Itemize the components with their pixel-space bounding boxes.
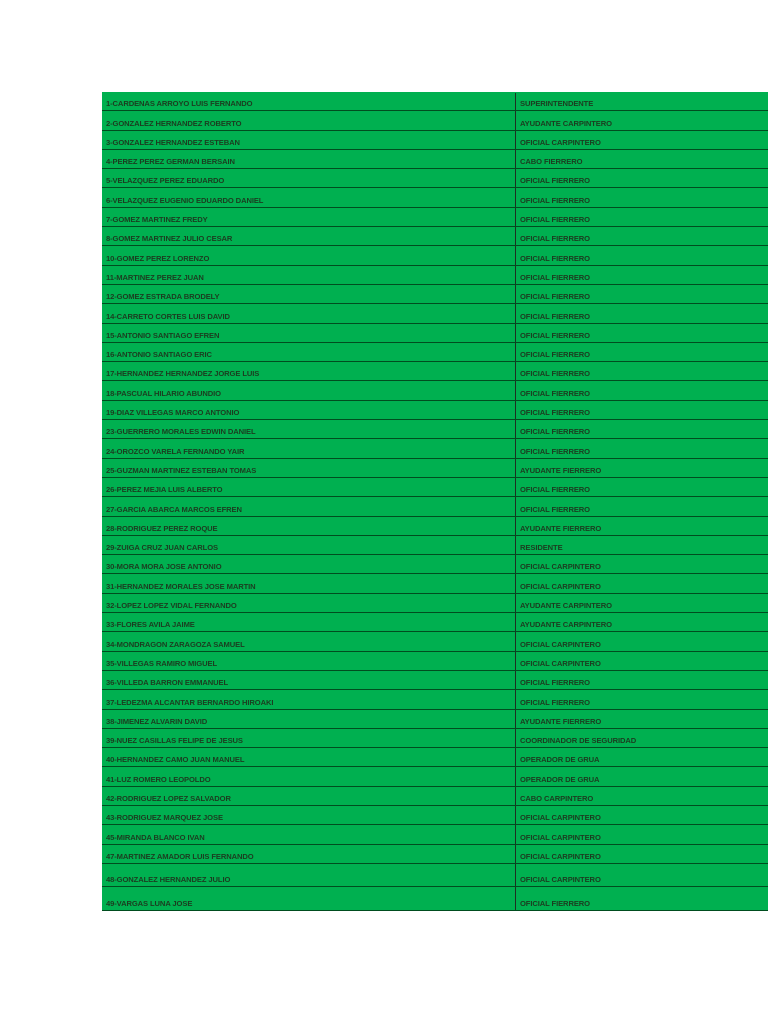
worker-name-cell[interactable]: 32-LOPEZ LOPEZ VIDAL FERNANDO bbox=[102, 594, 516, 612]
worker-role-cell[interactable]: OFICIAL FIERRERO bbox=[520, 388, 590, 398]
worker-role-cell[interactable]: OFICIAL CARPINTERO bbox=[520, 137, 601, 147]
table-row bbox=[102, 246, 768, 265]
worker-role-cell[interactable]: OFICIAL CARPINTERO bbox=[520, 832, 601, 842]
worker-name-cell[interactable]: 31-HERNANDEZ MORALES JOSE MARTIN bbox=[102, 574, 516, 592]
worker-role-cell[interactable]: OFICIAL CARPINTERO bbox=[520, 875, 601, 885]
table-row bbox=[102, 671, 768, 690]
worker-name-cell[interactable]: 19-DIAZ VILLEGAS MARCO ANTONIO bbox=[102, 401, 516, 419]
worker-name-cell[interactable]: 4-PEREZ PEREZ GERMAN BERSAIN bbox=[102, 150, 516, 168]
worker-role-cell[interactable]: OFICIAL FIERRERO bbox=[520, 504, 590, 514]
worker-name-cell[interactable]: 34-MONDRAGON ZARAGOZA SAMUEL bbox=[102, 632, 516, 650]
worker-name-cell[interactable]: 25-GUZMAN MARTINEZ ESTEBAN TOMAS bbox=[102, 459, 516, 477]
worker-name-cell[interactable]: 49-VARGAS LUNA JOSE bbox=[102, 887, 516, 910]
table-row bbox=[102, 497, 768, 516]
table-row bbox=[102, 787, 768, 806]
worker-name-cell[interactable]: 15-ANTONIO SANTIAGO EFREN bbox=[102, 324, 516, 342]
table-row bbox=[102, 806, 768, 825]
table-row bbox=[102, 478, 768, 497]
worker-name-cell[interactable]: 42-RODRIGUEZ LOPEZ SALVADOR bbox=[102, 787, 516, 805]
table-row bbox=[102, 729, 768, 748]
worker-name-cell[interactable]: 28-RODRIGUEZ PEREZ ROQUE bbox=[102, 517, 516, 535]
table-row bbox=[102, 845, 768, 864]
worker-role-cell[interactable]: OFICIAL FIERRERO bbox=[520, 898, 590, 908]
table-row bbox=[102, 864, 768, 888]
table-row bbox=[102, 690, 768, 709]
table-row bbox=[102, 825, 768, 844]
table-row bbox=[102, 536, 768, 555]
table-row bbox=[102, 632, 768, 651]
worker-role-cell[interactable]: AYUDANTE FIERRERO bbox=[520, 716, 602, 726]
worker-name-cell[interactable]: 2-GONZALEZ HERNANDEZ ROBERTO bbox=[102, 111, 516, 129]
table-row bbox=[102, 574, 768, 593]
worker-role-cell[interactable]: OFICIAL CARPINTERO bbox=[520, 581, 601, 591]
worker-role-cell[interactable]: OFICIAL CARPINTERO bbox=[520, 813, 601, 823]
table-row bbox=[102, 324, 768, 343]
table-row bbox=[102, 767, 768, 786]
table-row bbox=[102, 169, 768, 188]
worker-role-cell[interactable]: AYUDANTE FIERRERO bbox=[520, 465, 602, 475]
table-row bbox=[102, 92, 768, 111]
worker-role-cell[interactable]: RESIDENTE bbox=[520, 543, 563, 553]
worker-name-cell[interactable]: 11-MARTINEZ PEREZ JUAN bbox=[102, 266, 516, 284]
worker-role-cell[interactable]: OFICIAL FIERRERO bbox=[520, 350, 590, 360]
worker-role-cell[interactable]: AYUDANTE CARPINTERO bbox=[520, 620, 612, 630]
worker-role-cell[interactable]: OFICIAL CARPINTERO bbox=[520, 639, 601, 649]
table-row bbox=[102, 439, 768, 458]
worker-role-cell[interactable]: OFICIAL FIERRERO bbox=[520, 427, 590, 437]
table-row bbox=[102, 266, 768, 285]
worker-name-cell[interactable]: 24-OROZCO VARELA FERNANDO YAIR bbox=[102, 439, 516, 457]
table-row bbox=[102, 555, 768, 574]
table-row bbox=[102, 381, 768, 400]
table-row bbox=[102, 459, 768, 478]
table-row bbox=[102, 131, 768, 150]
worker-name-cell[interactable]: 14-CARRETO CORTES LUIS DAVID bbox=[102, 304, 516, 322]
worker-role-cell[interactable]: OFICIAL FIERRERO bbox=[520, 195, 590, 205]
worker-role-cell[interactable]: OFICIAL FIERRERO bbox=[520, 272, 590, 282]
worker-role-cell[interactable]: OFICIAL FIERRERO bbox=[520, 292, 590, 302]
worker-name-cell[interactable]: 36-VILLEDA BARRON EMMANUEL bbox=[102, 671, 516, 689]
worker-role-cell[interactable]: OFICIAL FIERRERO bbox=[520, 330, 590, 340]
worker-role-cell[interactable]: OFICIAL FIERRERO bbox=[520, 697, 590, 707]
table-row bbox=[102, 401, 768, 420]
worker-name-cell[interactable]: 3-GONZALEZ HERNANDEZ ESTEBAN bbox=[102, 131, 516, 149]
worker-name-cell[interactable]: 39-NUEZ CASILLAS FELIPE DE JESUS bbox=[102, 729, 516, 747]
worker-role-cell[interactable]: OFICIAL FIERRERO bbox=[520, 369, 590, 379]
worker-name-cell[interactable]: 23-GUERRERO MORALES EDWIN DANIEL bbox=[102, 420, 516, 438]
worker-name-cell[interactable]: 6-VELAZQUEZ EUGENIO EDUARDO DANIEL bbox=[102, 188, 516, 206]
worker-name-cell[interactable]: 41-LUZ ROMERO LEOPOLDO bbox=[102, 767, 516, 785]
table-row bbox=[102, 343, 768, 362]
worker-name-cell[interactable]: 45-MIRANDA BLANCO IVAN bbox=[102, 825, 516, 843]
worker-role-cell[interactable]: OPERADOR DE GRUA bbox=[520, 774, 600, 784]
worker-name-cell[interactable]: 29-ZUIGA CRUZ JUAN CARLOS bbox=[102, 536, 516, 554]
worker-name-cell[interactable]: 18-PASCUAL HILARIO ABUNDIO bbox=[102, 381, 516, 399]
roster-table bbox=[102, 92, 768, 911]
table-row bbox=[102, 362, 768, 381]
table-row bbox=[102, 420, 768, 439]
table-row bbox=[102, 208, 768, 227]
worker-role-cell[interactable]: OFICIAL FIERRERO bbox=[520, 176, 590, 186]
worker-name-cell[interactable]: 27-GARCIA ABARCA MARCOS EFREN bbox=[102, 497, 516, 515]
worker-name-cell[interactable]: 16-ANTONIO SANTIAGO ERIC bbox=[102, 343, 516, 361]
worker-role-cell[interactable]: COORDINADOR DE SEGURIDAD bbox=[520, 736, 637, 746]
worker-role-cell[interactable]: OFICIAL FIERRERO bbox=[520, 408, 590, 418]
worker-name-cell[interactable]: 40-HERNANDEZ CAMO JUAN MANUEL bbox=[102, 748, 516, 766]
worker-role-cell[interactable]: OFICIAL FIERRERO bbox=[520, 446, 590, 456]
worker-name-cell[interactable]: 1-CARDENAS ARROYO LUIS FERNANDO bbox=[102, 93, 516, 110]
table-row bbox=[102, 613, 768, 632]
table-row bbox=[102, 188, 768, 207]
worker-name-cell[interactable]: 7-GOMEZ MARTINEZ FREDY bbox=[102, 208, 516, 226]
worker-role-cell[interactable]: AYUDANTE CARPINTERO bbox=[520, 118, 612, 128]
table-row bbox=[102, 710, 768, 729]
worker-role-cell[interactable]: OFICIAL CARPINTERO bbox=[520, 851, 601, 861]
worker-role-cell[interactable]: OFICIAL FIERRERO bbox=[520, 678, 590, 688]
worker-name-cell[interactable]: 47-MARTINEZ AMADOR LUIS FERNANDO bbox=[102, 845, 516, 863]
table-row bbox=[102, 594, 768, 613]
worker-role-cell[interactable]: OFICIAL FIERRERO bbox=[520, 253, 590, 263]
worker-name-cell[interactable]: 43-RODRIGUEZ MARQUEZ JOSE bbox=[102, 806, 516, 824]
table-row bbox=[102, 150, 768, 169]
worker-role-cell[interactable]: CABO FIERRERO bbox=[520, 157, 583, 167]
worker-name-cell[interactable]: 48-GONZALEZ HERNANDEZ JULIO bbox=[102, 864, 516, 887]
worker-role-cell[interactable]: OFICIAL FIERRERO bbox=[520, 485, 590, 495]
worker-role-cell[interactable]: OPERADOR DE GRUA bbox=[520, 755, 600, 765]
worker-name-cell[interactable]: 8-GOMEZ MARTINEZ JULIO CESAR bbox=[102, 227, 516, 245]
worker-name-cell[interactable]: 5-VELAZQUEZ PEREZ EDUARDO bbox=[102, 169, 516, 187]
worker-role-cell[interactable]: SUPERINTENDENTE bbox=[520, 99, 594, 109]
table-row bbox=[102, 304, 768, 323]
worker-role-cell[interactable]: AYUDANTE FIERRERO bbox=[520, 523, 602, 533]
table-row bbox=[102, 111, 768, 130]
worker-role-cell[interactable]: OFICIAL FIERRERO bbox=[520, 215, 590, 225]
worker-role-cell[interactable]: OFICIAL FIERRERO bbox=[520, 234, 590, 244]
table-row bbox=[102, 887, 768, 911]
worker-name-cell[interactable]: 35-VILLEGAS RAMIRO MIGUEL bbox=[102, 652, 516, 670]
worker-name-cell[interactable]: 33-FLORES AVILA JAIME bbox=[102, 613, 516, 631]
table-row bbox=[102, 227, 768, 246]
table-row bbox=[102, 517, 768, 536]
worker-name-cell[interactable]: 38-JIMENEZ ALVARIN DAVID bbox=[102, 710, 516, 728]
worker-name-cell[interactable]: 10-GOMEZ PEREZ LORENZO bbox=[102, 246, 516, 264]
worker-role-cell[interactable]: OFICIAL CARPINTERO bbox=[520, 658, 601, 668]
worker-name-cell[interactable]: 26-PEREZ MEJIA LUIS ALBERTO bbox=[102, 478, 516, 496]
worker-name-cell[interactable]: 30-MORA MORA JOSE ANTONIO bbox=[102, 555, 516, 573]
table-row bbox=[102, 652, 768, 671]
worker-name-cell[interactable]: 37-LEDEZMA ALCANTAR BERNARDO HIROAKI bbox=[102, 690, 516, 708]
worker-name-cell[interactable]: 12-GOMEZ ESTRADA BRODELY bbox=[102, 285, 516, 303]
worker-role-cell[interactable]: AYUDANTE CARPINTERO bbox=[520, 601, 612, 611]
table-row bbox=[102, 285, 768, 304]
worker-role-cell[interactable]: OFICIAL CARPINTERO bbox=[520, 562, 601, 572]
worker-name-cell[interactable]: 17-HERNANDEZ HERNANDEZ JORGE LUIS bbox=[102, 362, 516, 380]
worker-role-cell[interactable]: CABO CARPINTERO bbox=[520, 793, 594, 803]
table-row bbox=[102, 748, 768, 767]
worker-role-cell[interactable]: OFICIAL FIERRERO bbox=[520, 311, 590, 321]
